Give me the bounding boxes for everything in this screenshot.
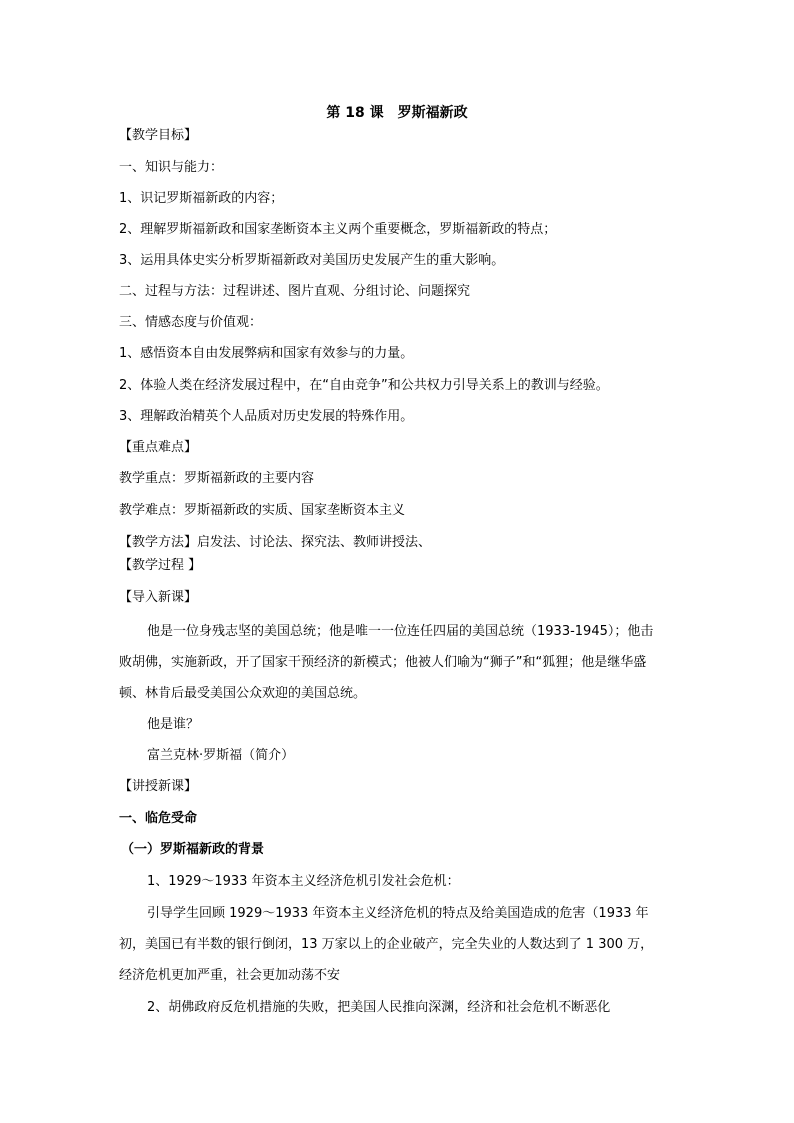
- heading-key-points: 【重点难点】: [119, 440, 198, 455]
- objective-section-2: 二、过程与方法：过程讲述、图片直观、分组讨论、问题探究: [119, 284, 471, 299]
- objective-section-3: 三、情感态度与价值观：: [119, 315, 263, 330]
- teaching-methods: 【教学方法】启发法、讨论法、探究法、教师讲授法、: [119, 535, 432, 550]
- subsection-heading-1: （一）罗斯福新政的背景: [121, 842, 265, 857]
- answer-text: 富兰克林·罗斯福（简介）: [147, 748, 295, 763]
- heading-teaching-process: 【教学过程 】: [119, 558, 202, 573]
- key-point: 教学重点：罗斯福新政的主要内容: [119, 471, 315, 486]
- point-2: 2、胡佛政府反危机措施的失败，把美国人民推向深渊，经济和社会危机不断恶化: [147, 1000, 611, 1015]
- heading-introduction: 【导入新课】: [119, 590, 198, 605]
- section-heading-1: 一、临危受命: [119, 811, 198, 826]
- objective-item: 3、运用具体史实分析罗斯福新政对美国历史发展产生的重大影响。: [119, 253, 505, 268]
- lesson-title: 第 18 课 罗斯福新政: [326, 105, 468, 121]
- objective-item: 2、体验人类在经济发展过程中，在“自由竞争”和公共权力引导关系上的教训与经验。: [119, 378, 609, 393]
- objective-section-1: 一、知识与能力：: [119, 160, 224, 175]
- objective-item: 1、感悟资本自由发展弊病和国家有效参与的力量。: [119, 346, 414, 361]
- objective-item: 3、理解政治精英个人品质对历史发展的特殊作用。: [119, 409, 414, 424]
- difficult-point: 教学难点：罗斯福新政的实质、国家垄断资本主义: [119, 503, 406, 518]
- point-1-paragraph: 引导学生回顾 1929～1933 年资本主义经济危机的特点及给美国造成的危害（1933 年初，美国已有半数的银行倒闭，13 万家以上的企业破产，完全失业的人数达到了 1 300 万，经济危机更加严重，社会更加动荡不安: [119, 906, 654, 983]
- objective-item: 2、理解罗斯福新政和国家垄断资本主义两个重要概念，罗斯福新政的特点；: [119, 222, 557, 237]
- objective-item: 1、识记罗斯福新政的内容；: [119, 191, 284, 206]
- question-text: 他是谁？: [147, 717, 200, 732]
- intro-paragraph: 他是一位身残志坚的美国总统；他是唯一一位连任四届的美国总统（1933-1945）；他击败胡佛，实施新政，开了国家干预经济的新模式；他被人们喻为“狮子”和“狐狸；他是继华盛顿、林肯后最受美国公众欢迎的美国总统。: [119, 624, 654, 701]
- point-1: 1、1929～1933 年资本主义经济危机引发社会危机：: [147, 874, 460, 889]
- heading-teaching-objectives: 【教学目标】: [119, 128, 198, 143]
- heading-new-lesson: 【讲授新课】: [119, 779, 198, 794]
